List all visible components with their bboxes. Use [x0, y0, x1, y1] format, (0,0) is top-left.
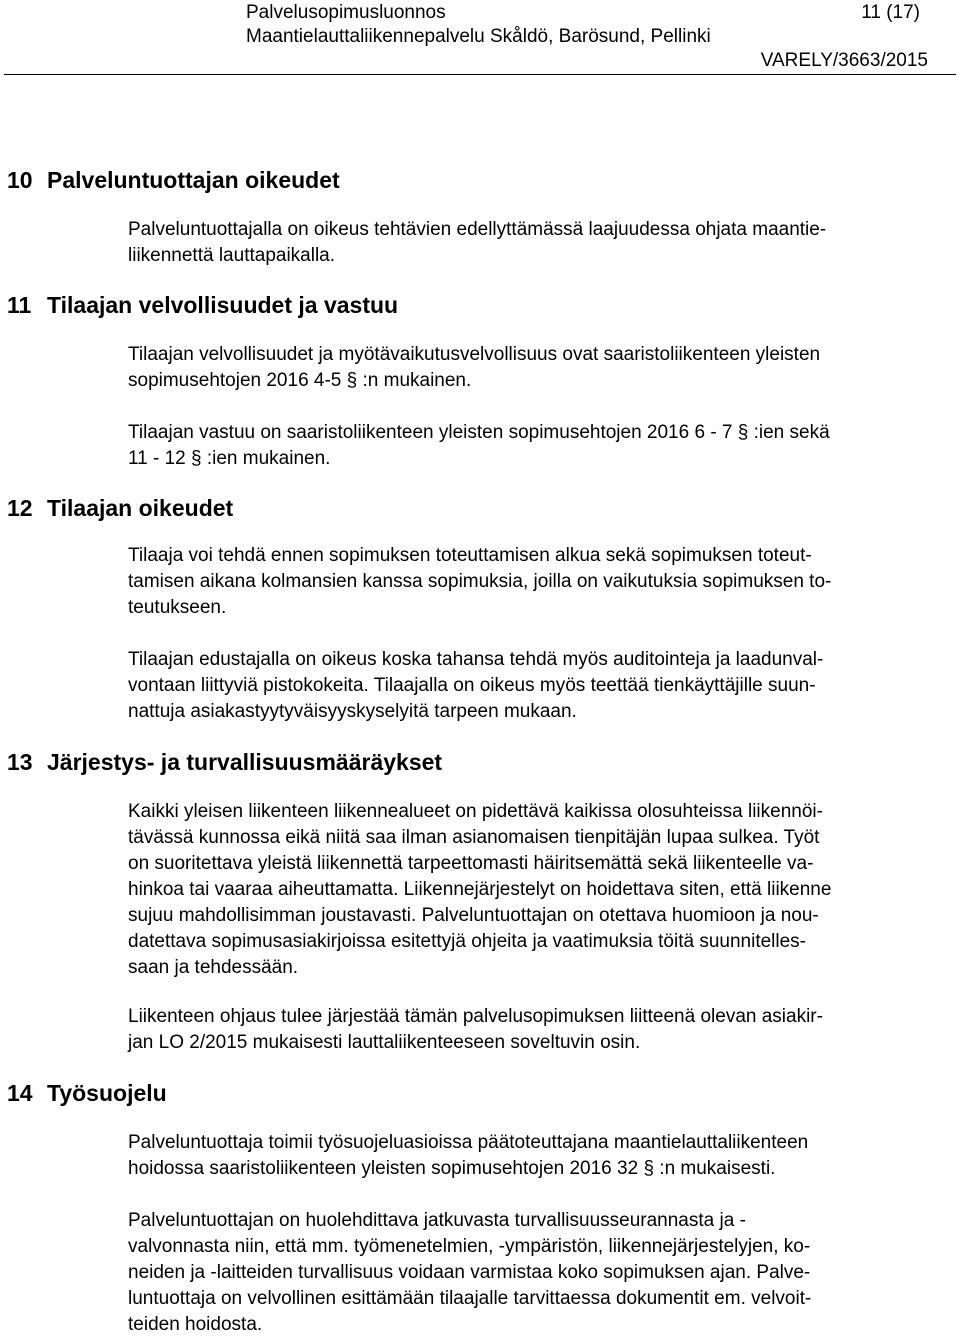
paragraph-line: tamisen aikana kolmansien kanssa sopimuksia, joilla on vaikutuksia sopimuksen to-: [128, 571, 832, 592]
paragraph-line: Palveluntuottaja toimii työsuojeluasioissa päätoteuttajana maantielauttaliikenteen: [128, 1132, 809, 1153]
paragraph-line: 11 - 12 § :ien mukainen.: [128, 448, 331, 469]
section-title: Työsuojelu: [47, 1080, 167, 1106]
paragraph-line: teiden hoidosta.: [128, 1314, 263, 1335]
section-heading: [7, 166, 340, 194]
section-paragraph: [128, 543, 958, 621]
section-heading: [7, 291, 398, 319]
paragraph-line: Tilaajan velvollisuudet ja myötävaikutusvelvollisuus ovat saaristoliikenteen yleisten: [128, 344, 821, 365]
paragraph-line: hoidossa saaristoliikenteen yleisten sopimusehtojen 2016 32 § :n mukaisesti.: [128, 1158, 776, 1179]
paragraph-line: sujuu mahdollisimman joustavasti. Palveluntuottajan on otettava huomioon ja nou-: [128, 905, 819, 926]
paragraph-line: Tilaajan vastuu on saaristoliikenteen yleisten sopimusehtojen 2016 6 - 7 § :ien sekä: [128, 422, 830, 443]
section-number: 14: [7, 1080, 33, 1106]
section-title: Palveluntuottajan oikeudet: [47, 167, 340, 193]
document-subtitle: Maantielauttaliikennepalvelu Skåldö, Barösund, Pellinki: [246, 26, 711, 47]
section-paragraph: [128, 799, 958, 981]
section-heading: [7, 494, 233, 522]
paragraph-line: saan ja tehdessään.: [128, 957, 299, 978]
document-reference: VARELY/3663/2015: [760, 50, 928, 71]
paragraph-line: tävässä kunnossa eikä niitä saa ilman asianomaisen tienpitäjän lupaa sulkea. Työt: [128, 827, 820, 848]
paragraph-line: hinkoa tai vaaraa aiheuttamatta. Liikennejärjestelyt on hoidettava siten, että liikenne: [128, 879, 832, 900]
paragraph-line: on suoritettava yleistä liikennettä tarpeettomasti häiritsemättä sekä liikenteelle va-: [128, 853, 814, 874]
section-number: 10: [7, 167, 33, 193]
section-paragraph: [128, 342, 958, 394]
page-number: 11 (17): [861, 2, 920, 23]
paragraph-line: teutukseen.: [128, 597, 227, 618]
section-number: 11: [7, 292, 32, 318]
section-heading: [7, 748, 442, 776]
paragraph-line: nattuja asiakastyytyväisyyskyselyitä tarpeen mukaan.: [128, 701, 577, 722]
paragraph-line: jan LO 2/2015 mukaisesti lauttaliikenteeseen soveltuvin osin.: [128, 1032, 641, 1053]
section-paragraph: [128, 217, 958, 269]
section-title: Tilaajan velvollisuudet ja vastuu: [47, 292, 399, 318]
page-header: [0, 0, 960, 76]
section-paragraph: [128, 1130, 958, 1182]
paragraph-line: vontaan liittyviä pistokokeita. Tilaajalla on oikeus myös teettää tienkäyttäjille suun-: [128, 675, 816, 696]
paragraph-line: sopimusehtojen 2016 4-5 § :n mukainen.: [128, 370, 472, 391]
section-heading: [7, 1079, 167, 1107]
paragraph-line: Tilaajan edustajalla on oikeus koska tahansa tehdä myös auditointeja ja laadunval-: [128, 649, 824, 670]
paragraph-line: datettava sopimusasiakirjoissa esitettyjä ohjeita ja vaatimuksia töitä suunnitelles-: [128, 931, 807, 952]
paragraph-line: valvonnasta niin, että mm. työmenetelmien, -ympäristön, liikennejärjestelyjen, ko-: [128, 1236, 811, 1257]
paragraph-line: neiden ja -laitteiden turvallisuus voidaan varmistaa koko sopimuksen ajan. Palve-: [128, 1262, 811, 1283]
paragraph-line: Liikenteen ohjaus tulee järjestää tämän palvelusopimuksen liitteenä olevan asiakir-: [128, 1006, 823, 1027]
section-number: 12: [7, 495, 33, 521]
section-paragraph: [128, 1004, 958, 1056]
paragraph-line: Kaikki yleisen liikenteen liikennealueet on pidettävä kaikissa olosuhteissa liikennöi-: [128, 801, 823, 822]
section-paragraph: [128, 647, 958, 725]
paragraph-line: luntuottaja on velvollinen esittämään tilaajalle tarvittaessa dokumentit em. velvoit-: [128, 1288, 812, 1309]
document-title: Palvelusopimusluonnos: [246, 2, 446, 23]
paragraph-line: Palveluntuottajalla on oikeus tehtävien edellyttämässä laajuudessa ohjata maantie-: [128, 219, 827, 240]
section-title: Järjestys- ja turvallisuusmääräykset: [47, 749, 443, 775]
section-number: 13: [7, 749, 33, 775]
section-title: Tilaajan oikeudet: [47, 495, 234, 521]
section-paragraph: [128, 1208, 958, 1338]
paragraph-line: Palveluntuottajan on huolehdittava jatkuvasta turvallisuusseurannasta ja -: [128, 1210, 746, 1231]
paragraph-line: liikennettä lauttapaikalla.: [128, 245, 336, 266]
paragraph-line: Tilaaja voi tehdä ennen sopimuksen toteuttamisen alkua sekä sopimuksen toteut-: [128, 545, 812, 566]
header-divider: [4, 74, 956, 75]
section-paragraph: [128, 420, 958, 472]
